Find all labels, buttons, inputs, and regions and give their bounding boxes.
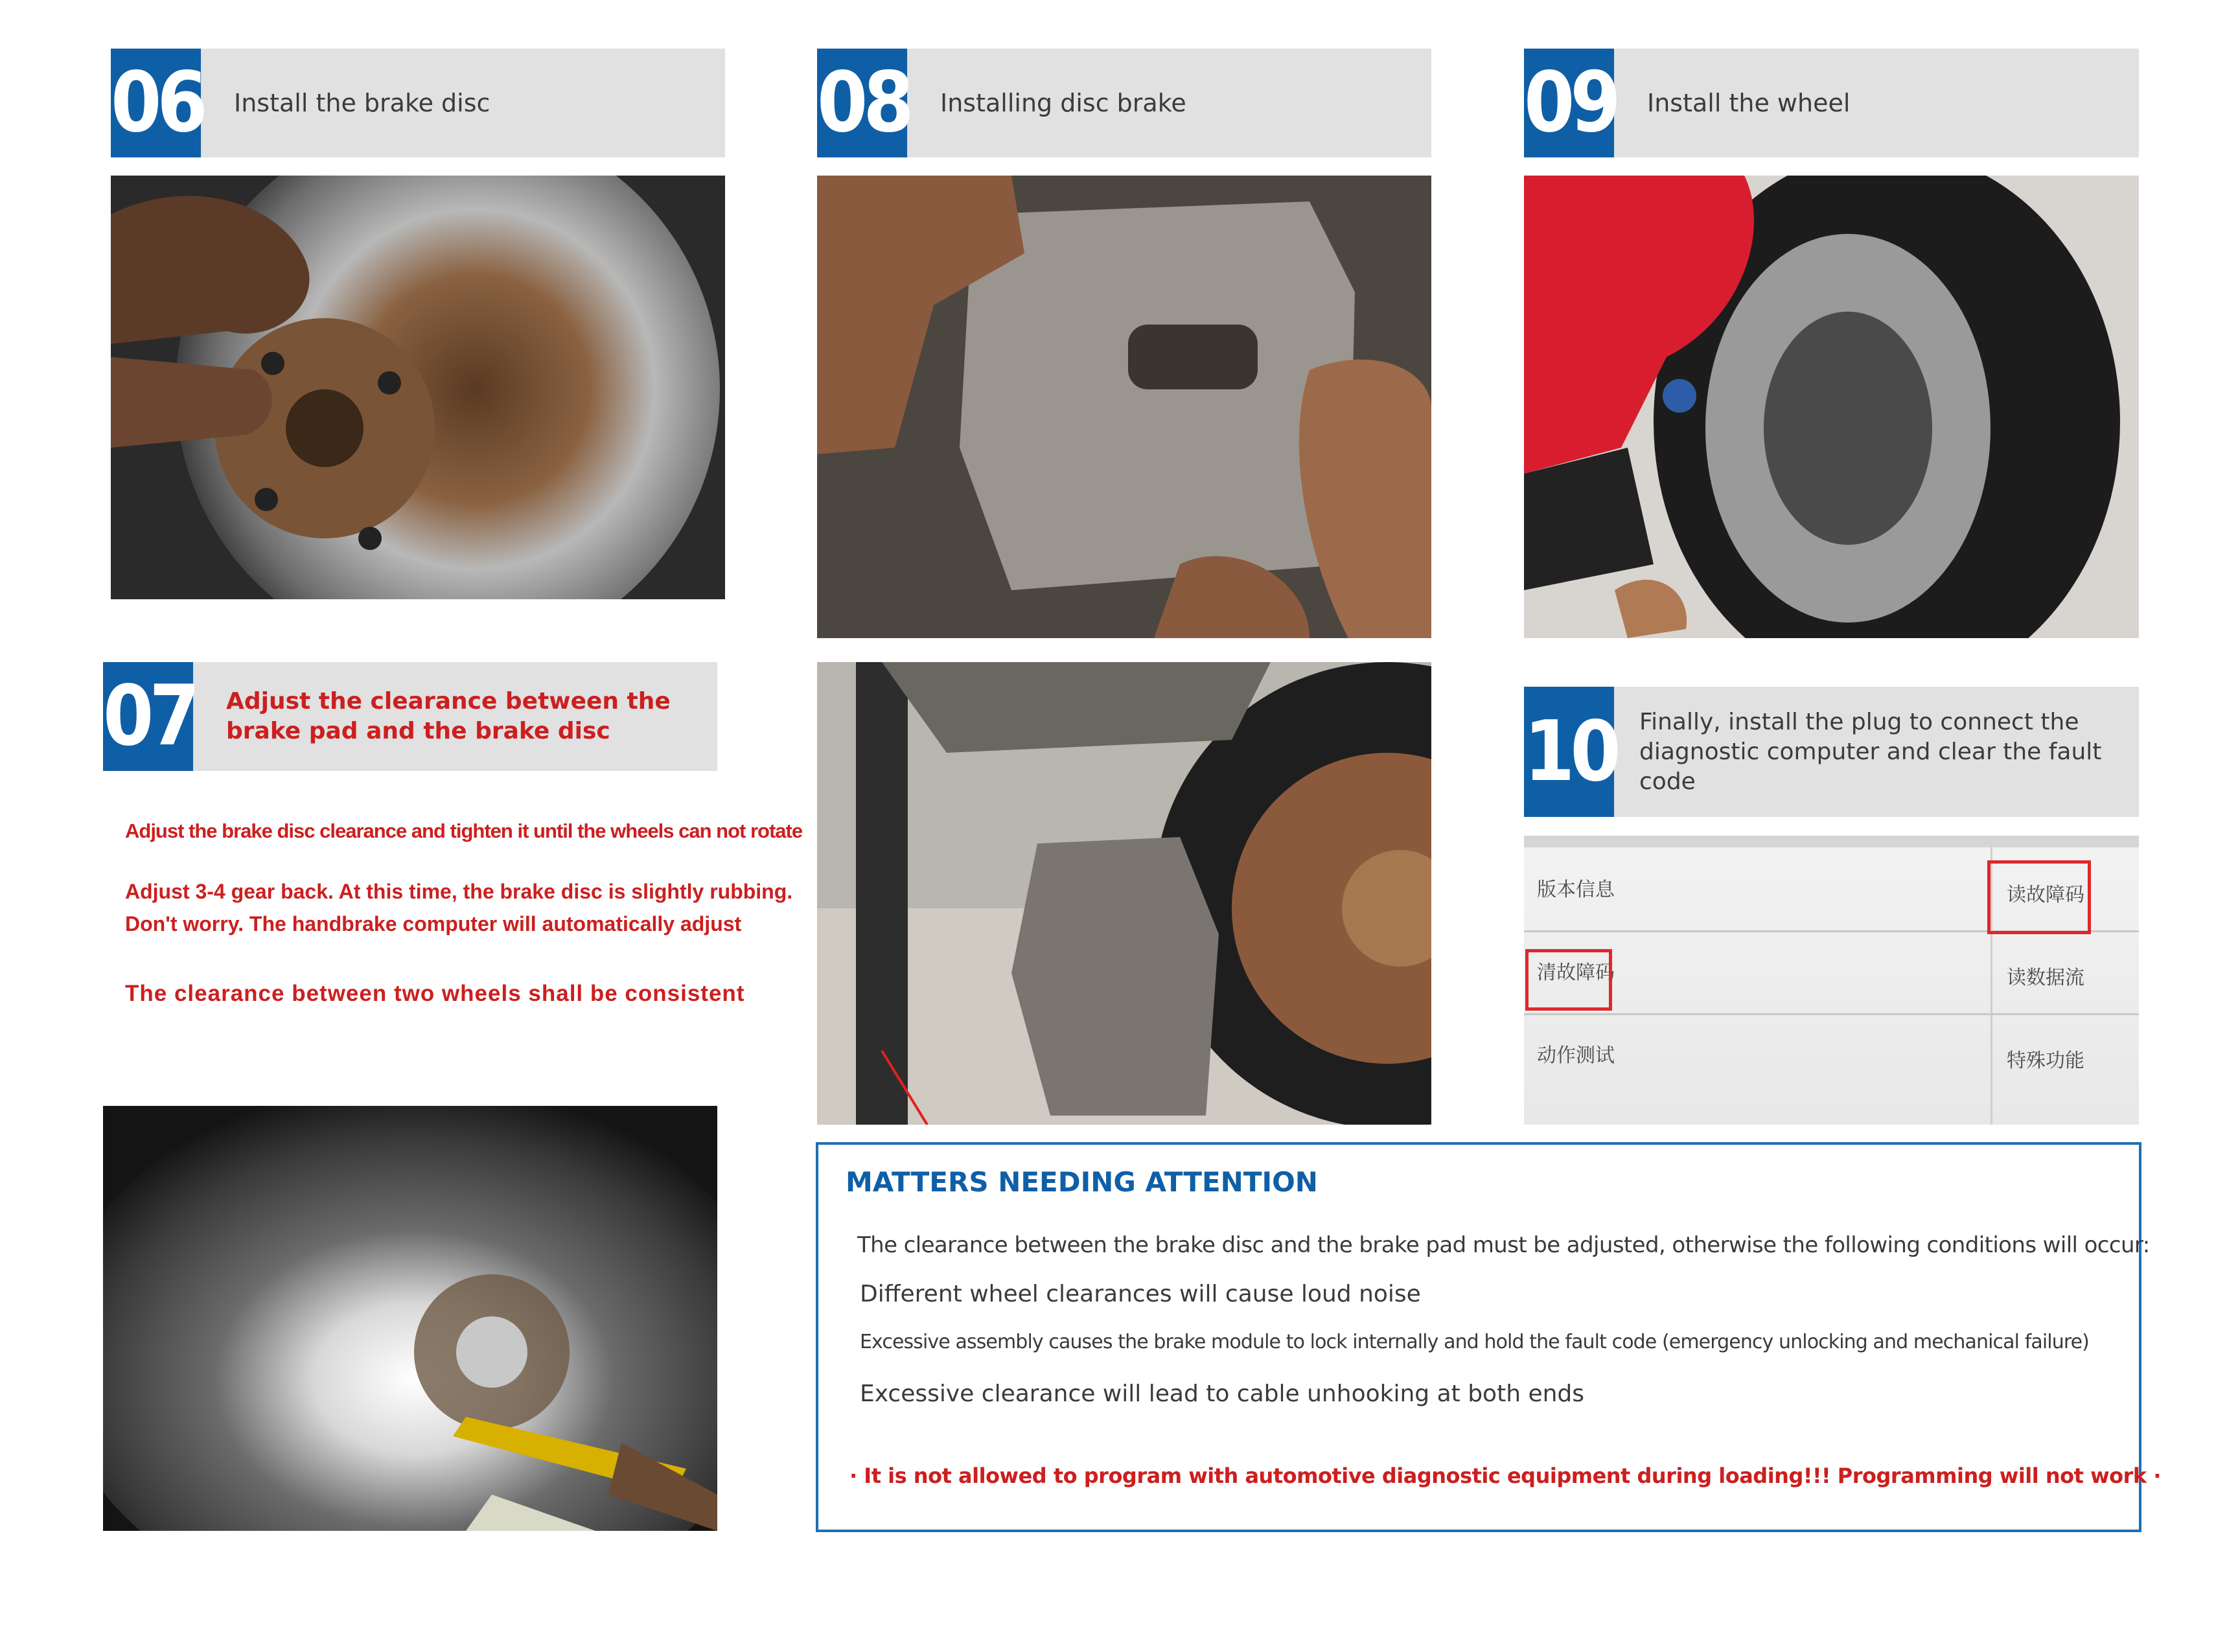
step-10-number: 10 [1524, 687, 1614, 817]
step-08-header [817, 49, 1431, 157]
instruction-1: Adjust the brake disc clearance and tighten it until the wheels can not rotate [125, 820, 803, 842]
step-09-number: 09 [1524, 49, 1614, 157]
photo-install-brake-disc [111, 176, 725, 599]
diagnostic-row [1524, 1013, 2139, 1096]
attention-line-3: Excessive assembly causes the brake module to lock internally and hold the fault code (emergency unlocking and mechanical failure) [860, 1331, 2089, 1353]
diagnostic-screen [1524, 836, 2139, 1125]
attention-warning: · It is not allowed to program with automotive diagnostic equipment during loading!!! Programming will not work · [849, 1463, 2161, 1488]
step-10-title: Finally, install the plug to connect the diagnostic computer and clear the fault code [1639, 708, 2102, 795]
step-08-number: 08 [817, 49, 907, 157]
step-06-number: 06 [111, 49, 201, 157]
step-06-title: Install the brake disc [234, 89, 490, 117]
attention-line-4: Excessive clearance will lead to cable unhooking at both ends [860, 1381, 1585, 1407]
step-07-title: Adjust the clearance between the brake pad and the brake disc [226, 688, 671, 744]
attention-title: MATTERS NEEDING ATTENTION [846, 1166, 1318, 1198]
instruction-3: Don't worry. The handbrake computer will automatically adjust [125, 912, 742, 935]
attention-line-2: Different wheel clearances will cause loud noise [860, 1281, 1421, 1307]
instruction-2: Adjust 3-4 gear back. At this time, the brake disc is slightly rubbing. [125, 880, 793, 903]
photo-installed-caliper [817, 662, 1431, 1125]
attention-line-1: The clearance between the brake disc and the brake pad must be adjusted, otherwise the following conditions will occur: [857, 1232, 2150, 1258]
highlight-read-fault-code [1987, 860, 2091, 934]
step-06-header [111, 49, 725, 157]
menu-read-fault-code[interactable]: 读故障码 [2007, 884, 2084, 906]
highlight-clear-fault-code [1525, 949, 1612, 1011]
photo-installing-caliper-hands [817, 176, 1431, 638]
menu-read-data-stream[interactable]: 读数据流 [2007, 967, 2084, 989]
menu-version-info[interactable]: 版本信息 [1537, 878, 1615, 901]
step-10-header [1524, 687, 2139, 817]
step-09-title: Install the wheel [1647, 89, 1851, 117]
step-07-header [103, 662, 717, 771]
menu-clear-fault-code[interactable]: 清故障码 [1537, 961, 1615, 984]
step-07-number: 07 [103, 662, 193, 771]
photo-install-wheel [1524, 176, 2139, 638]
photo-adjust-clearance [103, 1106, 717, 1531]
menu-special-function[interactable]: 特殊功能 [2007, 1050, 2084, 1072]
attention-box [816, 1142, 2161, 1532]
diagnostic-row [1524, 930, 2139, 1015]
step-08-title: Installing disc brake [940, 89, 1186, 117]
instruction-4: The clearance between two wheels shall be consistent [125, 981, 745, 1006]
step-09-header [1524, 49, 2139, 157]
menu-action-test[interactable]: 动作测试 [1537, 1044, 1615, 1067]
